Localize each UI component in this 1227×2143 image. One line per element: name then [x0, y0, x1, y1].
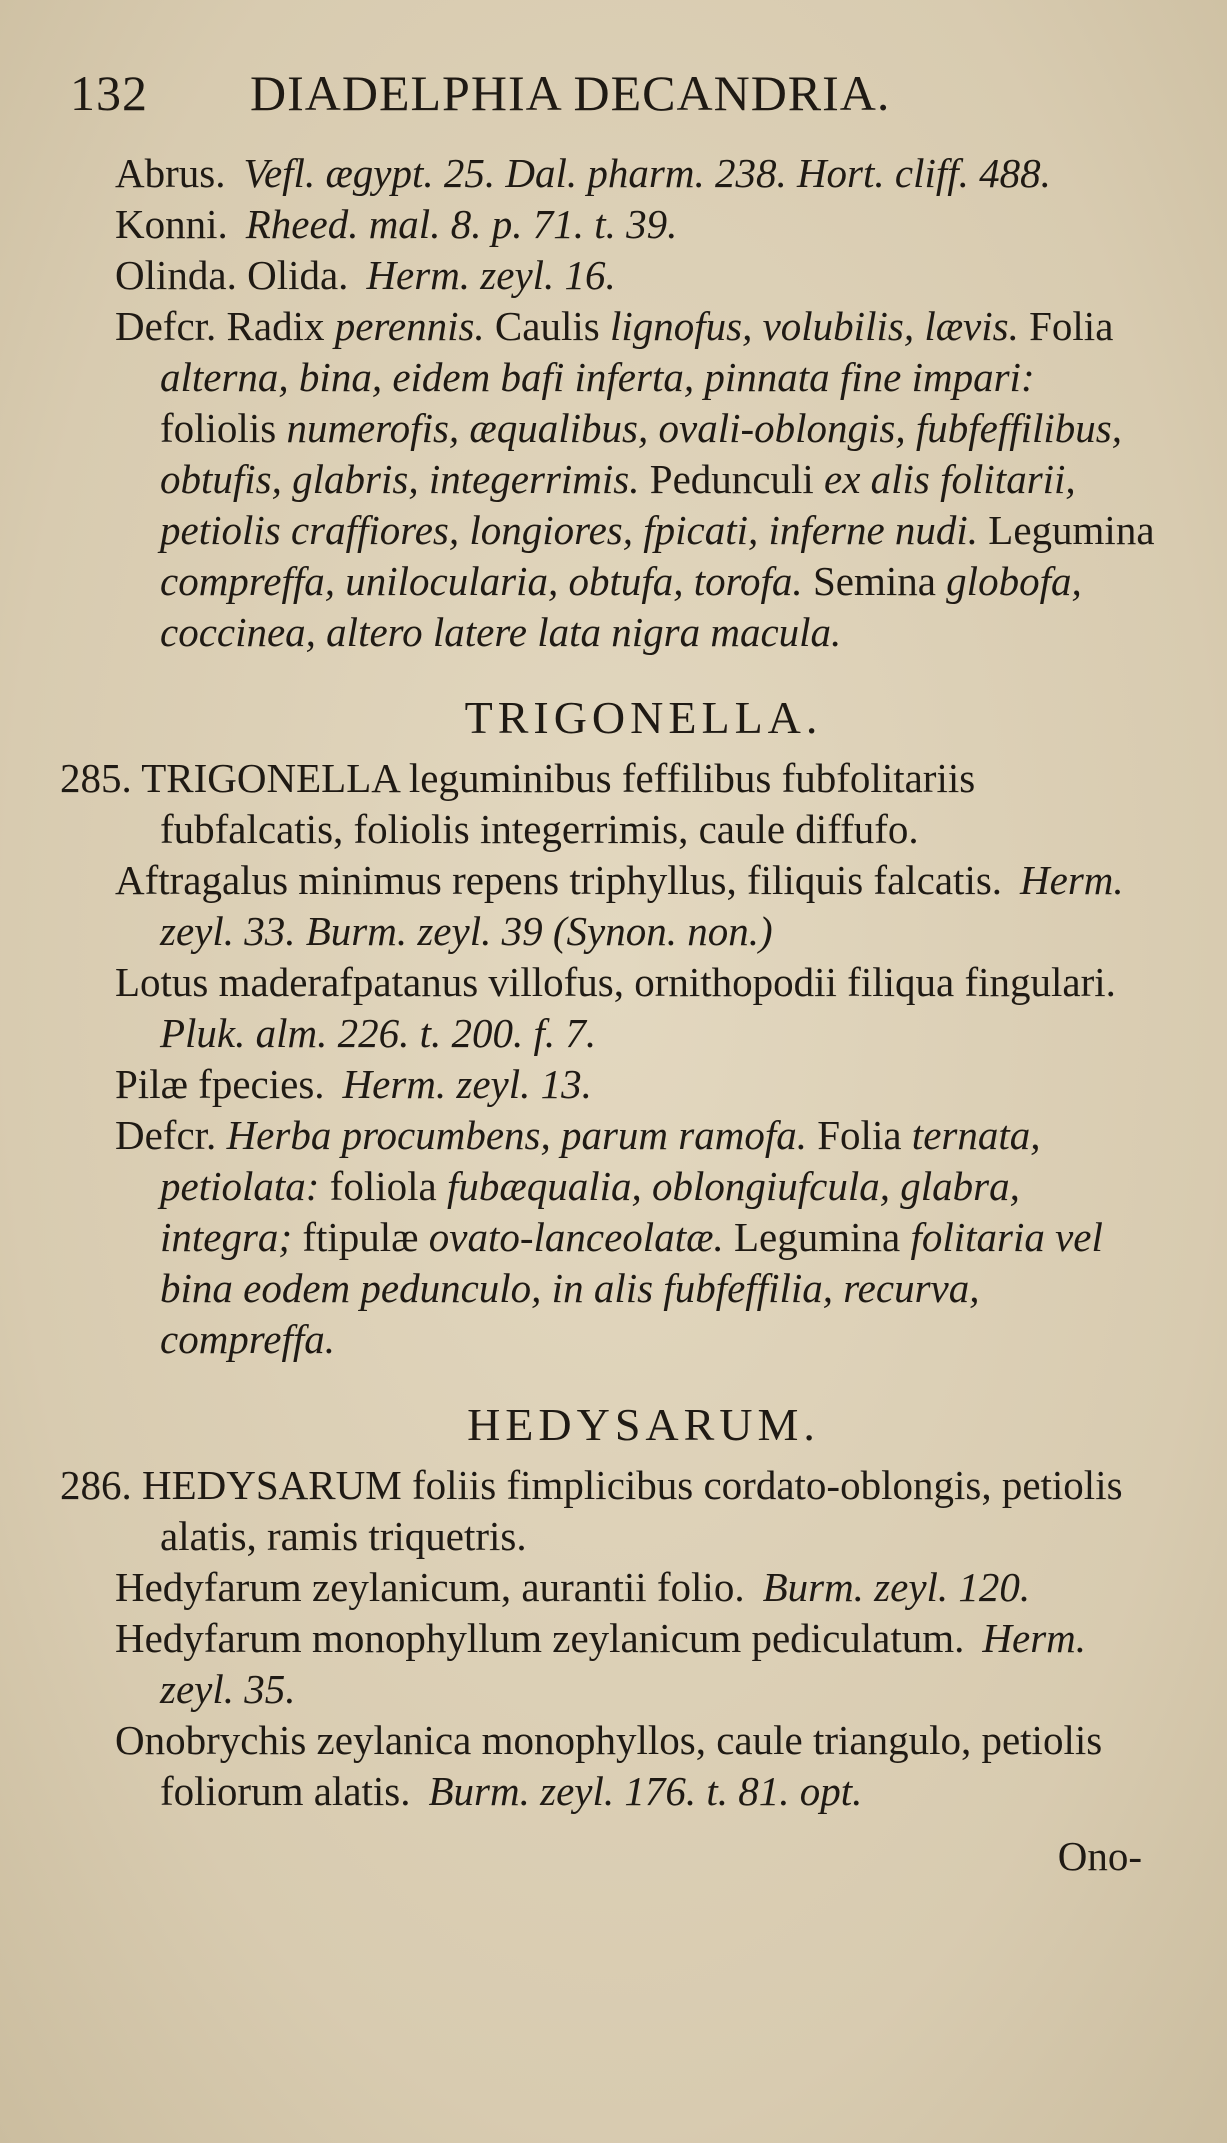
page-body: [0, 148, 1227, 1882]
page-number: 132: [70, 65, 148, 121]
genus-heading-hedysarum: HEDYSARUM.: [467, 1399, 820, 1450]
hedysarum-synonym-1: Hedyfarum zeylanicum, aurantii folio. Burm. zeyl. 120.: [115, 1564, 1031, 1610]
abrus-synonym-3: Olinda. Olida. Herm. zeyl. 16.: [115, 252, 616, 298]
trigonella-synonym-3: Pilæ fpecies. Herm. zeyl. 13.: [115, 1061, 592, 1107]
hedysarum-synonym-2: Hedyfarum monophyllum zeylanicum pediculatum. Herm. zeyl. 35.: [115, 1615, 1087, 1712]
running-header: [70, 64, 1170, 122]
genus-heading-trigonella: TRIGONELLA.: [464, 692, 823, 743]
abrus-synonym-2: Konni. Rheed. mal. 8. p. 71. t. 39.: [115, 201, 678, 247]
trigonella-synonym-2: Lotus maderafpatanus villofus, ornithopodii filiqua fingulari.Pluk. alm. 226. t. 200. f. 7.: [115, 959, 1116, 1056]
trigonella-description: Defcr. Herba procumbens, parum ramofa. Folia ternata, petiolata: foliola fubæqualia, oblongiufcula, glabra, integra; ftipulæ ovato-lanceolatæ. Legumina folitaria vel bina eodem pedunculo, in alis fubfeffilia, recurva, compreffa.: [115, 1112, 1103, 1362]
species-number: 285.: [60, 755, 132, 801]
abrus-description: Defcr. Radix perennis. Caulis lignofus, volubilis, lævis. Folia alterna, bina, eidem bafi inferta, pinnata fine impari: foliolis numerofis, æqualibus, ovali-oblongis, fubfeffilibus, obtufis, glabris, integerrimis. Pedunculi ex alis folitarii, petiolis craffiores, longiores, fpicati, inferne nudi. Legumina compreffa, unilocularia, obtufa, torofa. Semina globofa, coccinea, altero latere lata nigra macula.: [115, 303, 1155, 655]
running-title: DIADELPHIA DECANDRIA.: [250, 65, 891, 121]
species-number: 286.: [60, 1462, 132, 1508]
trigonella-synonym-1: Aftragalus minimus repens triphyllus, filiquis falcatis. Herm. zeyl. 33. Burm. zeyl. 39 (Synon. non.): [115, 857, 1124, 954]
species-diagnosis-285: 285. TRIGONELLA leguminibus feffilibus fubfolitariis fubfalcatis, foliolis integerrimis, caule diffufo.: [60, 755, 976, 852]
catchword: Ono-: [1057, 1833, 1142, 1879]
hedysarum-synonym-3: Onobrychis zeylanica monophyllos, caule triangulo, petiolis foliorum alatis. Burm. zeyl. 176. t. 81. opt.: [115, 1717, 1103, 1814]
abrus-synonym-1: Abrus. Vefl. ægypt. 25. Dal. pharm. 238. Hort. cliff. 488.: [115, 150, 1051, 196]
species-diagnosis-286: 286. HEDYSARUM foliis fimplicibus cordato-oblongis, petiolis alatis, ramis triquetris.: [60, 1462, 1123, 1559]
